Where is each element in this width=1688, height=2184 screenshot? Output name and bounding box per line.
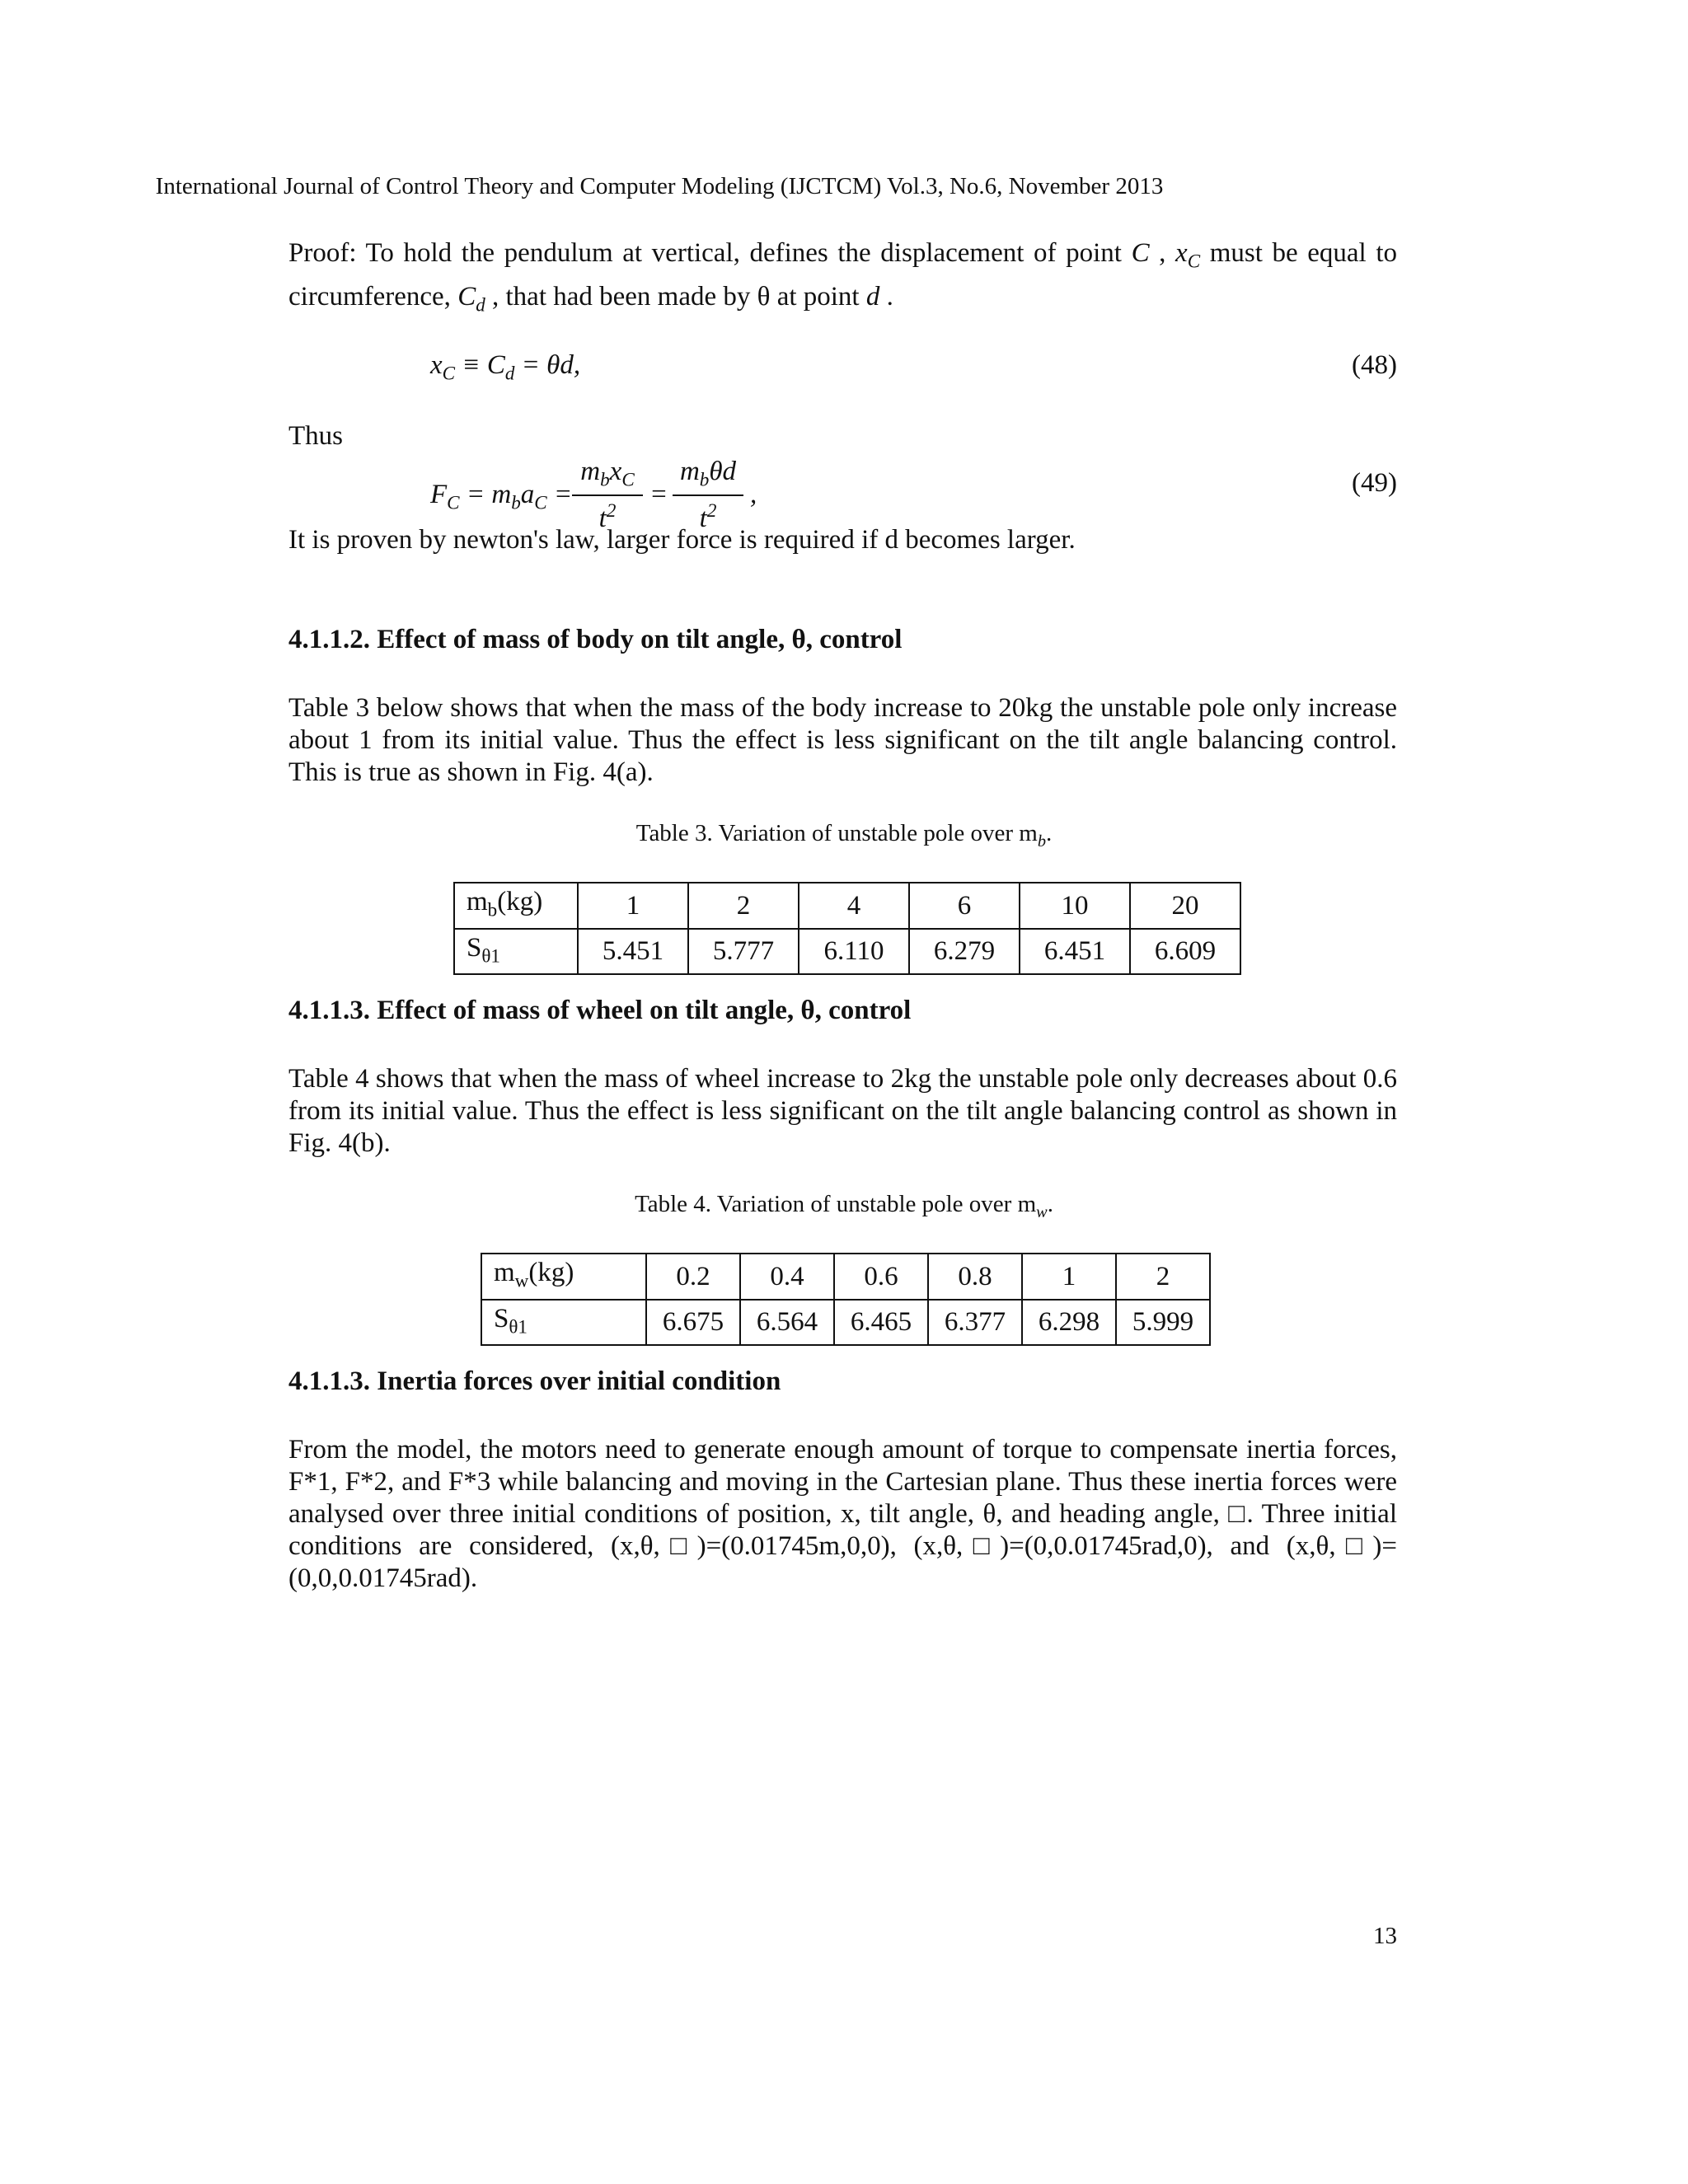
proof-line-1: Proof: To hold the pendulum at vertical, defines the displacement of point C , $x_C$ must be equal to	[288, 238, 1397, 272]
table-cell: 6.451	[1020, 929, 1130, 975]
section-heading-4113-wheel: 4.1.1.3. Effect of mass of wheel on tilt angle, θ, control	[288, 996, 912, 1025]
table-row	[481, 1300, 1210, 1346]
table-cell: 6.298	[1022, 1300, 1116, 1346]
equation-48: $x_C \equiv C_d = \theta d$,	[430, 350, 581, 384]
section-4113-wheel-paragraph: Table 4 shows that when the mass of wheel increase to 2kg the unstable pole only decreases about 0.6 from its initial value. Thus the effect is less significant on the tilt angle balancing control as shown in Fig. 4(b).	[288, 1064, 1397, 1158]
page-number: 13	[1373, 1923, 1397, 1949]
table-cell: 6	[909, 883, 1020, 929]
section-4113-inertia-paragraph: From the model, the motors need to generate enough amount of torque to compensate inertia forces, F*1, F*2, and F*3 while balancing and moving in the Cartesian plane. Thus these inertia forces were analysed over three initial conditions of position, x, tilt angle, θ, and heading angle, □. Three initial conditions are considered, (x,θ,□)=(0.01745m,0,0), (x,θ,□)=(0,0.01745rad,0), and (x,θ,□)=(0,0,0.01745rad).	[288, 1435, 1397, 1593]
table-4	[481, 1253, 1211, 1346]
table-cell: 20	[1130, 883, 1240, 929]
table-cell: 0.8	[928, 1254, 1022, 1300]
table-cell: 0.4	[740, 1254, 834, 1300]
equation-48-number: (48)	[1352, 350, 1397, 380]
table-row	[454, 929, 1240, 975]
section-4112-paragraph: Table 3 below shows that when the mass of the body increase to 20kg the unstable pole only increase about 1 from its initial value. Thus the effect is less significant on the tilt angle balancing control. This is true as shown in Fig. 4(a).	[288, 693, 1397, 787]
proof-line-2: circumference, $C_d$ , that had been made by θ at point d .	[288, 281, 893, 316]
table-row	[481, 1254, 1210, 1300]
table-cell: 6.564	[740, 1300, 834, 1346]
table-cell: 6.465	[834, 1300, 928, 1346]
table-cell: 6.377	[928, 1300, 1022, 1346]
table-cell: 2	[688, 883, 799, 929]
table-cell: 0.6	[834, 1254, 928, 1300]
proof-paragraph	[288, 237, 1397, 321]
table-4-caption: Table 4. Variation of unstable pole over $m_w$.	[635, 1191, 1053, 1221]
table-cell: 1	[1022, 1254, 1116, 1300]
table-4-label-s: $S_{\theta 1}$	[481, 1300, 646, 1346]
thus-label: Thus	[288, 421, 343, 451]
table-cell: 6.609	[1130, 929, 1240, 975]
table-cell: 1	[578, 883, 688, 929]
section-heading-4113-inertia: 4.1.1.3. Inertia forces over initial condition	[288, 1366, 781, 1396]
table-cell: 6.110	[799, 929, 909, 975]
table-row	[454, 883, 1240, 929]
table-3-label-s: $S_{\theta 1}$	[454, 929, 578, 975]
equation-49-number: (49)	[1352, 468, 1397, 498]
table-cell: 5.777	[688, 929, 799, 975]
table-cell: 2	[1116, 1254, 1210, 1300]
table-cell: 4	[799, 883, 909, 929]
newton-sentence: It is proven by newton's law, larger force is required if d becomes larger.	[288, 525, 1076, 555]
table-3-label-mb: $m_b(kg)$	[454, 883, 578, 929]
table-3-caption: Table 3. Variation of unstable pole over $m_b$.	[635, 820, 1053, 851]
table-cell: 6.675	[646, 1300, 740, 1346]
table-cell: 0.2	[646, 1254, 740, 1300]
equation-49: $F_C = m_ba_C$ = $m_bx_C$ $t^2$ = $m_b\theta d$ $t^2$ ,	[430, 457, 757, 533]
table-cell: 6.279	[909, 929, 1020, 975]
table-cell: 10	[1020, 883, 1130, 929]
running-header: International Journal of Control Theory and Computer Modeling (IJCTCM) Vol.3, No.6, November 2013	[155, 173, 1164, 199]
table-3	[453, 882, 1241, 975]
table-cell: 5.451	[578, 929, 688, 975]
section-heading-4112: 4.1.1.2. Effect of mass of body on tilt angle, θ, control	[288, 625, 903, 654]
table-4-label-mw: $m_w(kg)$	[481, 1254, 646, 1300]
table-cell: 5.999	[1116, 1300, 1210, 1346]
